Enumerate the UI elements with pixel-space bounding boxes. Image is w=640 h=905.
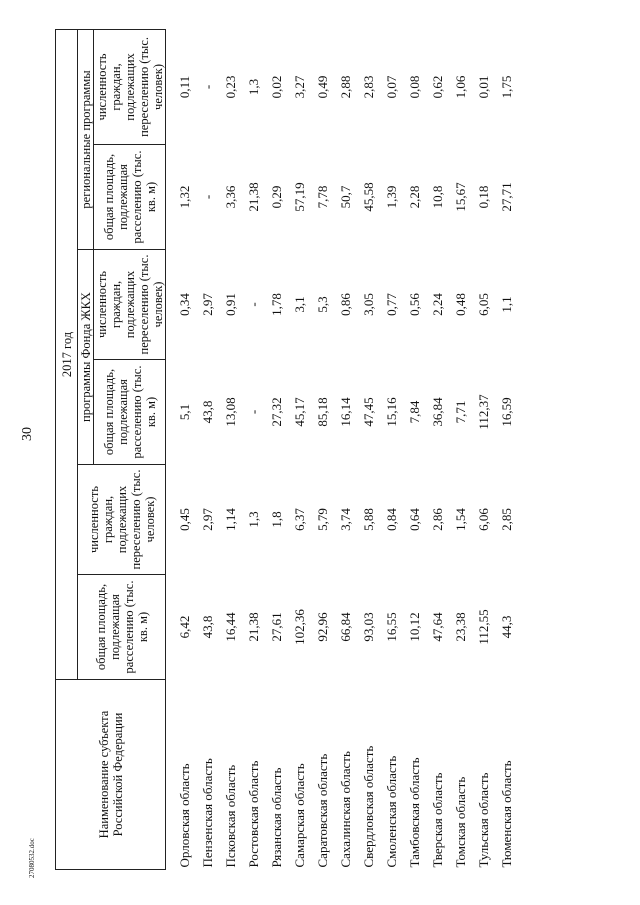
value-cell: 1,75 bbox=[499, 75, 515, 99]
value-cell: 43,8 bbox=[200, 400, 216, 424]
table-row bbox=[266, 29, 289, 869]
value-cell: 0,01 bbox=[476, 75, 492, 99]
region-name: Томская область bbox=[453, 776, 469, 868]
value-cell: 36,84 bbox=[430, 397, 446, 427]
value-cell: 15,16 bbox=[384, 397, 400, 427]
value-cell: 7,71 bbox=[453, 400, 469, 424]
region-name: Свердловская область bbox=[361, 745, 377, 868]
value-cell: 112,37 bbox=[476, 394, 492, 430]
value-cell: 7,78 bbox=[315, 185, 331, 209]
table-row bbox=[312, 29, 335, 869]
value-cell: 1,3 bbox=[246, 78, 262, 96]
region-name: Тамбовская область bbox=[407, 757, 423, 868]
value-cell: 0,08 bbox=[407, 75, 423, 99]
value-cell: 5,3 bbox=[315, 296, 331, 313]
value-cell: 2,88 bbox=[338, 75, 354, 99]
value-cell: 3,27 bbox=[292, 75, 308, 99]
value-cell: 0,64 bbox=[407, 508, 423, 531]
fund-area-header: общая площадь, подлежащая расселению (тыс. кв. м) bbox=[94, 360, 166, 465]
value-cell: 23,38 bbox=[453, 612, 469, 642]
table-row bbox=[289, 29, 312, 869]
value-cell: 10,8 bbox=[430, 185, 446, 209]
total-people-header: численность граждан, подлежащих переселению (тыс. человек) bbox=[78, 465, 166, 575]
value-cell: 6,37 bbox=[292, 508, 308, 531]
regional-programs-header: региональные программы bbox=[78, 29, 94, 249]
value-cell: 0,77 bbox=[384, 293, 400, 316]
value-cell: 2,85 bbox=[499, 508, 515, 531]
table-body bbox=[166, 29, 520, 869]
value-cell: 5,79 bbox=[315, 508, 331, 531]
region-name: Тульская область bbox=[476, 772, 492, 868]
rotated-table-sheet bbox=[55, 30, 640, 870]
region-name: Самарская область bbox=[292, 763, 308, 868]
value-cell: 27,32 bbox=[269, 397, 285, 427]
value-cell: 13,08 bbox=[223, 397, 239, 427]
table-row bbox=[450, 29, 473, 869]
value-cell: 1,8 bbox=[269, 511, 285, 528]
value-cell: 85,18 bbox=[315, 397, 331, 427]
value-cell: 47,45 bbox=[361, 397, 377, 427]
region-name: Псковская область bbox=[223, 764, 239, 868]
value-cell: 1,39 bbox=[384, 185, 400, 209]
table-row bbox=[335, 29, 358, 869]
region-name: Рязанская область bbox=[269, 767, 285, 868]
regional-area-header: общая площадь, подлежащая расселению (тыс. кв. м) bbox=[94, 145, 166, 250]
fund-people-header: численность граждан, подлежащих переселению (тыс. человек) bbox=[94, 250, 166, 360]
value-cell: 45,58 bbox=[361, 182, 377, 212]
value-cell: 5,1 bbox=[177, 403, 193, 421]
value-cell: 1,3 bbox=[246, 511, 262, 528]
value-cell: 2,83 bbox=[361, 75, 377, 99]
value-cell: 3,74 bbox=[338, 508, 354, 531]
region-name: Сахалинская область bbox=[338, 751, 354, 868]
value-cell: 2,86 bbox=[430, 508, 446, 531]
value-cell: 16,14 bbox=[338, 397, 354, 427]
value-cell: 92,96 bbox=[315, 612, 331, 642]
value-cell: 0,18 bbox=[476, 185, 492, 209]
value-cell: 0,91 bbox=[223, 293, 239, 316]
value-cell: 6,05 bbox=[476, 293, 492, 316]
table-row bbox=[220, 29, 243, 869]
table-row bbox=[381, 29, 404, 869]
value-cell: 0,11 bbox=[177, 75, 193, 99]
value-cell: 0,62 bbox=[430, 75, 446, 99]
value-cell: 21,38 bbox=[246, 182, 262, 212]
value-cell: 0,45 bbox=[177, 508, 193, 531]
value-cell: 0,02 bbox=[269, 75, 285, 99]
resettlement-table bbox=[55, 29, 519, 870]
value-cell: 3,36 bbox=[223, 185, 239, 209]
table-row bbox=[243, 29, 266, 869]
value-cell: 1,1 bbox=[499, 296, 515, 313]
region-name: Тверская область bbox=[430, 772, 446, 868]
value-cell: 43,8 bbox=[200, 615, 216, 639]
value-cell: 102,36 bbox=[292, 609, 308, 645]
table-row bbox=[166, 29, 198, 869]
region-name: Пензенская область bbox=[200, 758, 216, 868]
region-name: Смоленская область bbox=[384, 755, 400, 868]
table-row bbox=[496, 29, 519, 869]
value-cell: 21,38 bbox=[246, 612, 262, 642]
table-row bbox=[427, 29, 450, 869]
value-cell: 2,28 bbox=[407, 185, 423, 209]
value-cell: 2,97 bbox=[200, 293, 216, 316]
regional-people-header: численность граждан, подлежащих переселению (тыс. человек) bbox=[94, 29, 166, 144]
value-cell: 47,64 bbox=[430, 612, 446, 642]
value-cell: 6,42 bbox=[177, 615, 193, 639]
value-cell: 16,44 bbox=[223, 612, 239, 642]
value-cell: 16,55 bbox=[384, 612, 400, 642]
value-cell: 45,17 bbox=[292, 397, 308, 427]
value-cell: 44,3 bbox=[499, 615, 515, 639]
value-cell: 15,67 bbox=[453, 182, 469, 212]
value-cell: 0,56 bbox=[407, 293, 423, 316]
value-cell: 0,48 bbox=[453, 293, 469, 316]
table-row bbox=[197, 29, 220, 869]
region-name: Орловская область bbox=[177, 763, 193, 868]
value-cell: 16,59 bbox=[499, 397, 515, 427]
value-cell: 0,84 bbox=[384, 508, 400, 531]
fund-programs-header: программы Фонда ЖКХ bbox=[78, 250, 94, 465]
value-cell: 3,1 bbox=[292, 296, 308, 313]
value-cell: 0,34 bbox=[177, 293, 193, 316]
total-area-header: общая площадь, подлежащая расселению (тыс. кв. м) bbox=[78, 575, 166, 680]
value-cell: 0,07 bbox=[384, 75, 400, 99]
value-cell: 0,29 bbox=[269, 185, 285, 209]
value-cell: 1,06 bbox=[453, 75, 469, 99]
subject-header: Наименование субъекта Российской Федерации bbox=[56, 680, 166, 870]
value-cell: - bbox=[200, 194, 216, 200]
value-cell: 2,97 bbox=[200, 508, 216, 531]
value-cell: 6,06 bbox=[476, 508, 492, 531]
page-number: 30 bbox=[20, 427, 35, 441]
value-cell: - bbox=[246, 409, 262, 415]
region-name: Ростовская область bbox=[246, 760, 262, 868]
value-cell: - bbox=[246, 302, 262, 307]
value-cell: 1,78 bbox=[269, 293, 285, 316]
value-cell: 27,71 bbox=[499, 182, 515, 212]
table-row bbox=[358, 29, 381, 869]
value-cell: 93,03 bbox=[361, 612, 377, 642]
value-cell: 1,32 bbox=[177, 185, 193, 209]
table-row bbox=[473, 29, 496, 869]
value-cell: 2,24 bbox=[430, 293, 446, 316]
value-cell: 57,19 bbox=[292, 182, 308, 212]
region-name: Саратовская область bbox=[315, 753, 331, 868]
table-row bbox=[404, 29, 427, 869]
value-cell: 10,12 bbox=[407, 612, 423, 642]
value-cell: 0,49 bbox=[315, 75, 331, 99]
value-cell: 50,7 bbox=[338, 185, 354, 209]
value-cell: 1,14 bbox=[223, 508, 239, 531]
value-cell: 0,86 bbox=[338, 293, 354, 316]
value-cell: 112,55 bbox=[476, 609, 492, 645]
value-cell: 3,05 bbox=[361, 293, 377, 316]
value-cell: 66,84 bbox=[338, 612, 354, 642]
region-name: Тюменская область bbox=[499, 760, 515, 868]
value-cell: 0,23 bbox=[223, 75, 239, 99]
value-cell: 27,61 bbox=[269, 612, 285, 642]
value-cell: 5,88 bbox=[361, 508, 377, 531]
value-cell: - bbox=[200, 84, 216, 90]
document-code: 27080532.doc bbox=[28, 838, 36, 878]
year-header: 2017 год bbox=[56, 29, 78, 679]
value-cell: 1,54 bbox=[453, 508, 469, 531]
value-cell: 7,84 bbox=[407, 400, 423, 424]
